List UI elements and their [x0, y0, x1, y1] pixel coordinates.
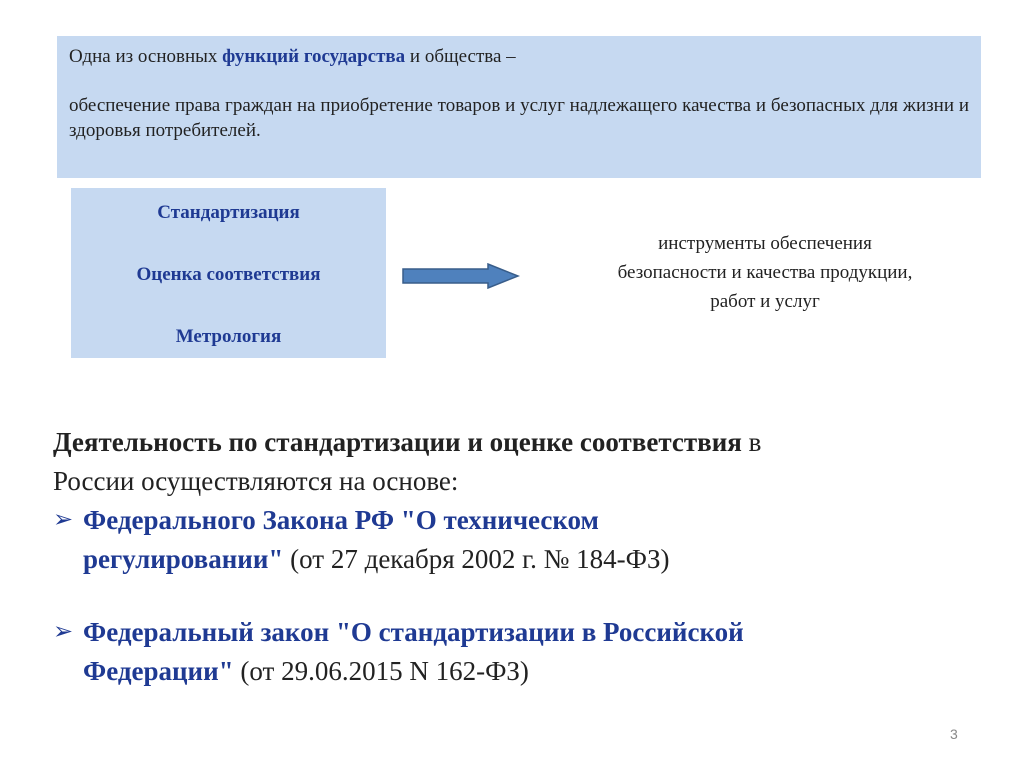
arrow-bullet-icon: ➢: [53, 507, 74, 533]
law-item-technical-regulation: ➢ Федерального Закона РФ "О техническом регулировании" (от 27 декабря 2002 г. № 184-ФЗ): [53, 501, 993, 579]
highlight-state-functions: функций государства: [222, 46, 406, 67]
right-arrow-icon: [402, 263, 520, 289]
page-number: 3: [950, 726, 958, 742]
law-item-standardization: ➢ Федеральный закон "О стандартизации в Российской Федерации" (от 29.06.2015 N 162-ФЗ): [53, 613, 993, 691]
main-heading-cont: России осуществляются на основе:: [53, 466, 459, 496]
item-conformity-assessment: Оценка соответствия: [136, 264, 321, 285]
instruments-box: [71, 188, 386, 358]
top-paragraph: обеспечение права граждан на приобретение товаров и услуг надлежащего качества и безопасных для жизни и здоровья потребителей.: [69, 95, 969, 141]
arrow-bullet-icon: ➢: [53, 619, 74, 645]
top-info-box: [57, 36, 981, 178]
top-lead-line: Одна из основных функций государства и общества –: [69, 46, 516, 67]
instruments-description: инструменты обеспечения безопасности и качества продукции, работ и услуг: [617, 233, 913, 312]
item-standardization: Стандартизация: [157, 202, 300, 223]
main-text: [53, 423, 993, 691]
main-heading: Деятельность по стандартизации и оценке соответствия в: [53, 427, 762, 457]
item-metrology: Метрология: [175, 326, 282, 347]
